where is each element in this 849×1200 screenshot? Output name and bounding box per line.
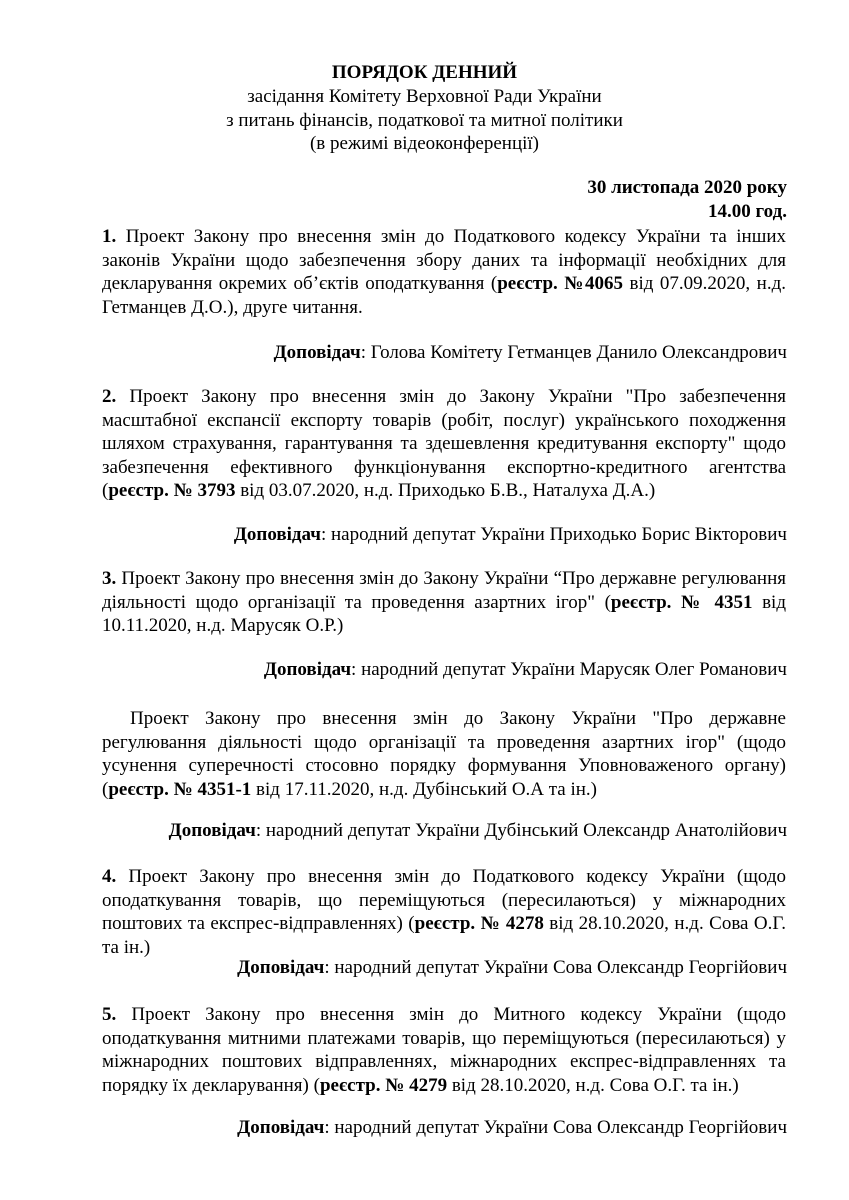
speaker-line-4 [237, 957, 787, 979]
item-text: Проект Закону про внесення змін до Закону України “Про державне регулювання діяльності щодо організації та проведення азартних ігор" ( [102, 568, 786, 613]
item-text-tail: від 03.07.2020, н.д. Приходько Б.В., Наталуха Д.А.) [235, 480, 656, 501]
subtitle-line-1: засідання Комітету Верховної Ради України [247, 86, 602, 107]
speaker-name: : народний депутат України Приходько Борис Вікторович [320, 524, 787, 545]
item-text: Проект Закону про внесення змін до Закону України "Про державне регулювання діяльності щодо організації та проведення азартних ігор" (щодо усунення суперечності стосовно порядку формування Уповноваженого органу) ( [102, 708, 786, 800]
item-text: Проект Закону про внесення змін до Податкового кодексу України (щодо оподаткування товарів, що переміщуються (пересилаються) у міжнародних поштових та експрес-відправленнях) ( [102, 866, 786, 934]
speaker-name: : Голова Комітету Гетманцев Данило Олександрович [360, 342, 787, 363]
speaker-label: Доповідач [263, 659, 352, 680]
subtitle-line-2: з питань фінансів, податкової та митної політики [226, 110, 623, 131]
speaker-label: Доповідач [237, 1117, 325, 1138]
registration-number: реєстр. № 4351-1 [108, 778, 252, 800]
registration-number: реєстр. № 3793 [108, 480, 236, 501]
agenda-item-4 [102, 865, 786, 959]
speaker-label: Доповідач [237, 957, 325, 978]
agenda-item-5 [102, 1003, 786, 1097]
speaker-name: : народний депутат України Марусяк Олег Романович [351, 659, 787, 680]
item-text-tail: від 28.10.2020, н.д. Сова О.Г. та ін.) [102, 913, 786, 958]
meeting-date: 30 листопада 2020 року [587, 177, 787, 198]
item-text-tail: від 10.11.2020, н.д. Марусяк О.Р.) [102, 591, 787, 636]
item-text-tail: від 28.10.2020, н.д. Сова О.Г. та ін.) [447, 1074, 739, 1096]
page-title: ПОРЯДОК ДЕННИЙ [331, 62, 518, 83]
agenda-item-1 [102, 225, 786, 319]
meeting-time: 14.00 год. [708, 201, 787, 222]
speaker-line-5 [237, 1117, 787, 1139]
speaker-label: Доповідач [168, 820, 256, 841]
item-text-tail: від 07.09.2020, н.д. Гетманцев Д.О.), друге читання. [102, 273, 786, 318]
speaker-name: : народний депутат України Дубінський Олександр Анатолійович [255, 820, 787, 841]
speaker-line-3-alternative [169, 820, 787, 842]
registration-number: реєстр. №4065 [497, 273, 624, 294]
speaker-line-3 [264, 659, 787, 681]
speaker-label: Доповідач [273, 342, 361, 363]
agenda-item-2 [102, 385, 786, 503]
item-number: 4. [102, 866, 117, 887]
item-number: 1. [102, 226, 117, 247]
agenda-item-3 [102, 567, 786, 638]
item-number: 2. [102, 386, 117, 407]
speaker-name: : народний депутат України Сова Олександр Георгійович [324, 1117, 787, 1138]
item-text: Проект Закону про внесення змін до Митного кодексу України (щодо оподаткування митними платежами товарів, що переміщуються (пересилаються) у міжнародних поштових відправленнях, міжнародних експрес-відправленнях та порядку їх декларування) ( [102, 1004, 786, 1096]
registration-number: реєстр. № 4351 [610, 591, 753, 613]
agenda-item-3-alternative [102, 707, 786, 801]
item-number: 3. [102, 568, 117, 589]
speaker-name: : народний депутат України Сова Олександр Георгійович [324, 957, 787, 978]
registration-number: реєстр. № 4279 [319, 1074, 448, 1096]
subtitle-line-3: (в режимі відеоконференції) [309, 133, 539, 154]
speaker-line-1 [274, 342, 787, 364]
item-text: Проект Закону про внесення змін до Податкового кодексу України та інших законів України щодо забезпечення збору даних та інформації необхідних для декларування окремих об’єктів оподаткування ( [102, 226, 786, 294]
speaker-label: Доповідач [233, 524, 321, 545]
item-text-tail: від 17.11.2020, н.д. Дубінський О.А та ін.) [251, 778, 598, 800]
registration-number: реєстр. № 4278 [414, 913, 544, 934]
item-number: 5. [102, 1004, 117, 1025]
item-text: Проект Закону про внесення змін до Закону України "Про забезпечення масштабної експансії експорту товарів (робіт, послуг) українського походження шляхом страхування, гарантування та здешевлення кредитування експорту" щодо забезпечення ефективного функціонування експортно-кредитного агентства ( [102, 386, 786, 501]
speaker-line-2 [234, 524, 787, 546]
